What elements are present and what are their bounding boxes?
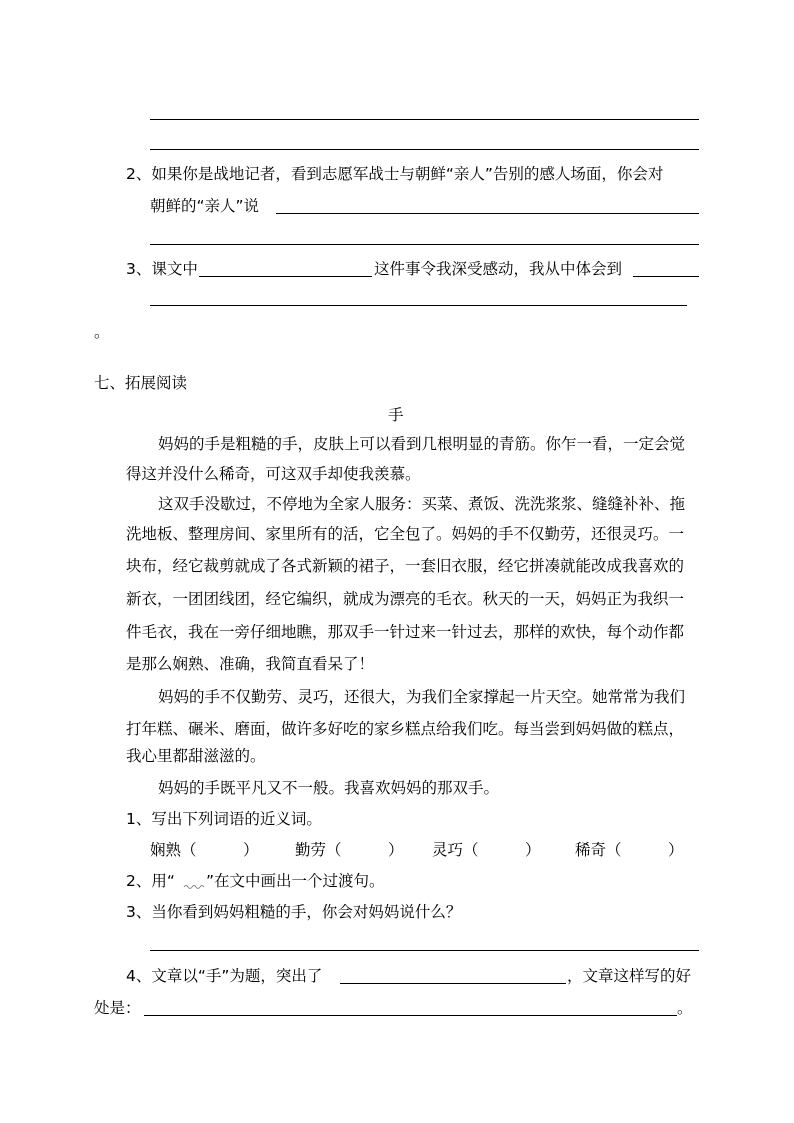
answer-line[interactable]	[150, 950, 699, 951]
passage-line: 打年糕、碾米、磨面，做许多好吃的家乡糕点给我们吃。每当尝到妈妈做的糕点，	[126, 720, 685, 738]
question-2-line-2: 朝鲜的“亲人”说	[150, 197, 260, 215]
passage-line: 妈妈的手既平凡又不一般。我喜欢妈妈的那双手。	[158, 779, 500, 797]
answer-line[interactable]	[144, 1015, 677, 1016]
wavy-line-icon	[183, 883, 205, 891]
synonym-word-1: 娴熟（	[150, 841, 197, 859]
passage-line: 妈妈的手不仅勤劳、灵巧，还很大，为我们全家撑起一片天空。她常常为我们	[158, 688, 686, 706]
passage-line: 件毛衣，我在一旁仔细地瞧，那双手一针过来一针过去，那样的欢快，每个动作都	[126, 623, 685, 641]
passage-line: 得这并没什么稀奇，可这双手却使我羡慕。	[126, 465, 421, 483]
subquestion-1: 1、写出下列词语的近义词。	[126, 810, 322, 828]
synonym-blank-2[interactable]: ）	[388, 841, 404, 859]
passage-line: 块布，经它裁剪就成了各式新颖的裙子，一套旧衣服，经它拼凑就能改成我喜欢的	[126, 557, 685, 575]
subquestion-4-line2-end: 。	[677, 999, 693, 1017]
passage-line: 妈妈的手是粗糙的手，皮肤上可以看到几根明显的青筋。你乍一看，一定会觉	[158, 435, 686, 453]
passage-line: 洗地板、整理房间、家里所有的活，它全包了。妈妈的手不仅勤劳，还很灵巧。一	[126, 525, 685, 543]
question-3-tail: 。	[94, 323, 110, 341]
passage-title: 手	[388, 406, 404, 424]
question-3-prefix: 3、课文中	[126, 260, 198, 278]
synonym-word-2: 勤劳（	[295, 841, 342, 859]
subquestion-4-prefix: 4、文章以“手”为题，突出了	[126, 967, 323, 985]
section-heading: 七、拓展阅读	[94, 374, 188, 392]
answer-line[interactable]	[150, 149, 699, 150]
synonym-blank-1[interactable]: ）	[243, 841, 259, 859]
synonym-word-4: 稀奇（	[575, 841, 622, 859]
answer-line[interactable]	[150, 244, 699, 245]
passage-line: 这双手没歇过，不停地为全家人服务：买菜、煮饭、洗洗浆浆、缝缝补补、拖	[158, 495, 686, 513]
passage-line: 新衣，一团团线团，经它编织，就成为漂亮的毛衣。秋天的一天，妈妈正为我织一	[126, 590, 685, 608]
answer-blank[interactable]	[340, 983, 566, 984]
question-2-line-1: 2、如果你是战地记者，看到志愿军战士与朝鲜“亲人”告别的感人场面，你会对	[126, 165, 664, 183]
passage-line: 我心里都甜滋滋的。	[126, 747, 266, 765]
answer-line[interactable]	[150, 119, 699, 120]
answer-line[interactable]	[276, 213, 699, 214]
question-3-middle: 这件事令我深受感动，我从中体会到	[374, 260, 623, 278]
subquestion-3: 3、当你看到妈妈粗糙的手，你会对妈妈说什么？	[126, 903, 462, 921]
subquestion-2-prefix: 2、用“	[126, 872, 175, 890]
synonym-blank-3[interactable]: ）	[525, 841, 541, 859]
synonym-blank-4[interactable]: ）	[668, 841, 684, 859]
subquestion-4-suffix: ，文章这样写的好	[567, 967, 692, 985]
synonym-word-3: 灵巧（	[432, 841, 479, 859]
passage-line: 是那么娴熟、准确，我简直看呆了！	[126, 655, 375, 673]
answer-blank[interactable]	[199, 276, 372, 277]
answer-blank[interactable]	[633, 276, 699, 277]
answer-line[interactable]	[150, 305, 687, 306]
subquestion-2-suffix: ”在文中画出一个过渡句。	[206, 872, 385, 890]
subquestion-4-line2-prefix: 处是：	[94, 999, 141, 1017]
